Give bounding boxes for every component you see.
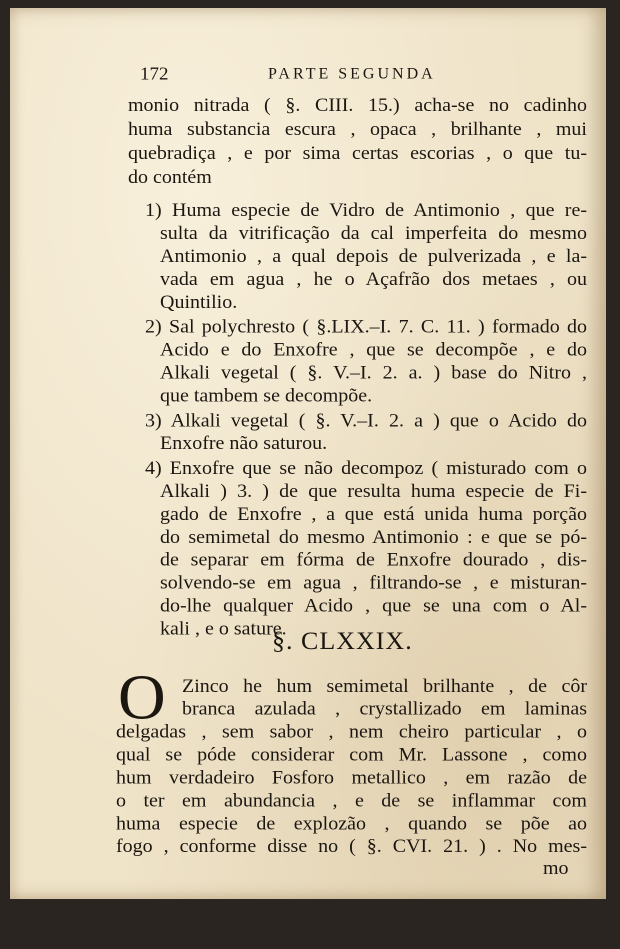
list-item-line: Alkali vegetal ( §. V.–I. 2. a. ) base do Nitro , [160,362,587,384]
list-item-line: kali , e o sature. [160,618,287,640]
text-line: Zinco he hum semimetal brilhante , de côr [182,675,587,697]
section-heading: §. CLXXIX. [272,626,413,655]
text-line: o ter em abundancia , e de se inflammar com [116,790,587,812]
list-item-line: que tambem se decompõe. [160,385,373,407]
list-item-line: gado de Enxofre , a que está unida huma porção [160,503,587,525]
list-item-line: solvendo-se em agua , filtrando-se , e misturan- [160,572,587,594]
list-item-line: do semimetal do mesmo Antimonio : e que se pó- [160,526,587,548]
list-item-line: Acido e do Enxofre , que se decompõe , e do [160,339,587,361]
list-item-line: vada em agua , he o Açafrão dos metaes , ou [160,268,587,290]
text-line: delgadas , sem sabor , nem cheiro particular , o [116,721,587,743]
list-item-line: Quintilio. [160,291,238,313]
text-line: monio nitrada ( §. CIII. 15.) acha-se no cadinho [128,94,587,116]
list-item-line: 3) Alkali vegetal ( §. V.–I. 2. a ) que o Acido do [145,410,587,432]
list-item-line: do-lhe qualquer Acido , que se una com o Al- [160,595,587,617]
catchword: mo [543,857,569,879]
book-page [10,8,606,899]
text-line: do contém [128,166,212,188]
text-line: quebradiça , e por sima certas escorias , o que tu- [128,142,587,164]
text-line: huma especie de explozão , quando se põe ao [116,813,587,835]
text-line: hum verdadeiro Fosforo metallico , em razão de [116,767,587,789]
drop-cap: O [118,663,166,733]
text-line: qual se póde considerar com Mr. Lassone , como [116,744,587,766]
text-line: branca azulada , crystallizado em laminas [182,698,587,720]
list-item-line: 2) Sal polychresto ( §.LIX.–I. 7. C. 11. ) formado do [145,316,587,338]
list-item-line: 4) Enxofre que se não decompoz ( misturado com o [145,457,587,479]
list-item-line: Antimonio , a qual depois de pulverizada , e la- [160,245,587,267]
page-header [10,64,606,87]
list-item-line: Enxofre não saturou. [160,432,328,454]
list-item-line: sulta da vitrificação da cal imperfeita do mesmo [160,222,587,244]
list-item-line: de separar em fórma de Enxofre dourado , dis- [160,549,587,571]
text-line: huma substancia escura , opaca , brilhante , mui [128,118,587,140]
list-item-line: 1) Huma especie de Vidro de Antimonio , que re- [145,199,587,221]
list-item-line: Alkali ) 3. ) de que resulta huma especie de Fi- [160,480,587,502]
page-number: 172 [140,64,169,85]
running-title: PARTE SEGUNDA [268,66,436,83]
text-line: fogo , conforme disse no ( §. CVI. 21. ) . No mes- [116,835,587,857]
